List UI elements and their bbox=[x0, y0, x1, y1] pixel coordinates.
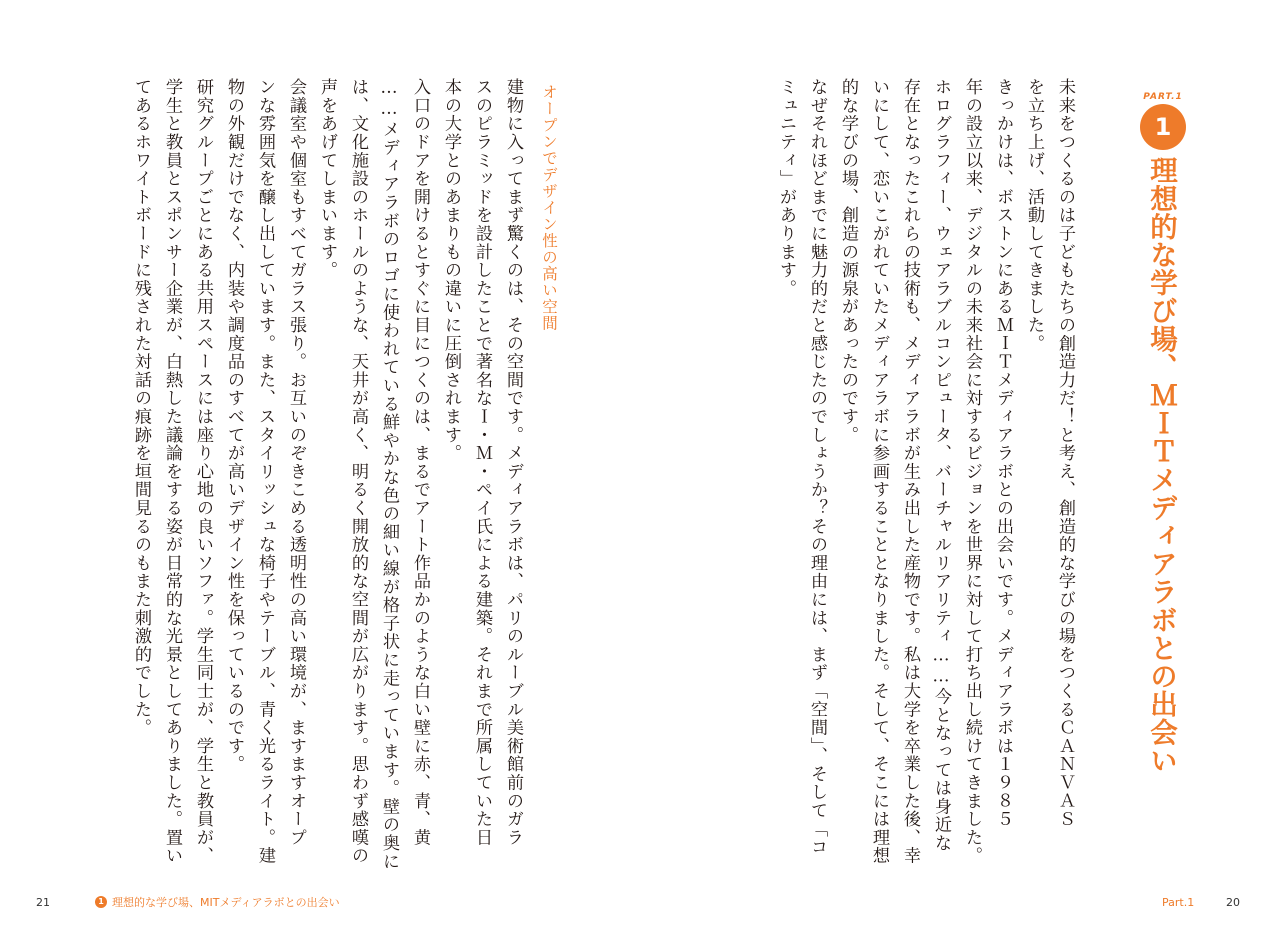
right-page-line: きっかけは、ボストンにあるＭＩＴメディアラボとの出会いです。メディアラボは１９８５ bbox=[993, 78, 1013, 829]
left-page-line: 本の大学とのあまりもの違いに圧倒されます。 bbox=[441, 78, 461, 463]
left-page-line: てあるホワイトボードに残された対話の痕跡を垣間見るのもまた刺激的でした。 bbox=[131, 78, 151, 737]
left-page-line: 声をあげてしまいます。 bbox=[317, 78, 337, 280]
right-page-line: いにして、恋いこがれていたメディアラボに参画することとなりました。そして、そこには理想 bbox=[869, 78, 889, 865]
left-page-line: ……メディアラボのロゴに使われている鮮やかな色の細い線が格子状に走っています。壁の奥に bbox=[379, 78, 399, 871]
left-page-number: 21 bbox=[36, 896, 50, 909]
right-page-line: なぜそれほどまでに魅力的だと感じたのでしょうか？その理由には、まず「空間」、そして「コ bbox=[807, 78, 827, 857]
chapter-title: 理想的な学び場、ＭＩＴメディアラボとの出会い bbox=[1145, 156, 1177, 775]
left-page-line: 研究グループごとにある共用スペースには座り心地の良いソファ。学生同士が、学生と教員が、 bbox=[193, 78, 213, 865]
left-page-line: ンな雰囲気を醸し出しています。また、スタイリッシュな椅子やテーブル、青く光るライト。建 bbox=[255, 78, 275, 865]
left-page-line: 会議室や個室もすべてガラス張り。お互いのぞきこめる透明性の高い環境が、ますますオープ bbox=[286, 78, 306, 847]
right-page-line: ミュニティ」があります。 bbox=[776, 78, 796, 298]
right-page-line: 年の設立以来、デジタルの未来社会に対するビジョンを世界に対して打ち出し続けてきました。 bbox=[962, 78, 982, 865]
left-running-head bbox=[95, 894, 340, 910]
left-running-head-text: 理想的な学び場、MITメディアラボとの出会い bbox=[112, 896, 340, 909]
right-page-line: を立ち上げ、活動してきました。 bbox=[1024, 78, 1044, 353]
chapter-mini-badge: 1 bbox=[95, 896, 107, 908]
left-page-line: 入口のドアを開けるとすぐに目につくのは、まるでアート作品かのような白い壁に赤、青、黄 bbox=[410, 78, 430, 847]
chapter-number-badge: 1 bbox=[1140, 104, 1186, 150]
right-page-number: 20 bbox=[1226, 896, 1240, 909]
right-page-line: 存在となったこれらの技術も、メディアラボが生み出した産物です。私は大学を卒業した後、幸 bbox=[900, 78, 920, 865]
right-page-line: ホログラフィー、ウェアラブルコンピュータ、バーチャルリアリティ……今となっては身近な bbox=[931, 78, 951, 853]
left-page-line: 学生と教員とスポンサー企業が、白熱した議論をする姿が日常的な光景としてありました。置い bbox=[162, 78, 182, 865]
right-page-line: 未来をつくるのは子どもたちの創造力だ！と考え、創造的な学びの場をつくるＣＡＮＶＡＳ bbox=[1055, 78, 1075, 829]
right-running-head: Part.1 bbox=[1162, 896, 1195, 909]
right-page-line: 的な学びの場、創造の源泉があったのです。 bbox=[838, 78, 858, 444]
left-page-line: は、文化施設のホールのような、天井が高く、明るく開放的な空間が広がります。思わず感嘆の bbox=[348, 78, 368, 865]
left-page-line: 建物に入ってまず驚くのは、その空間です。メディアラボは、パリのルーブル美術館前のガラ bbox=[503, 78, 523, 847]
part-label: PART.1 bbox=[1143, 92, 1183, 102]
left-page-line: スのピラミッドを設計したことで著名なＩ・Ｍ・ペイ氏による建築。それまで所属していた日 bbox=[472, 78, 492, 847]
left-page-line: 物の外観だけでなく、内装や調度品のすべてが高いデザイン性を保っているのです。 bbox=[224, 78, 244, 774]
section-heading: オープンでデザイン性の高い空間 bbox=[540, 84, 558, 332]
